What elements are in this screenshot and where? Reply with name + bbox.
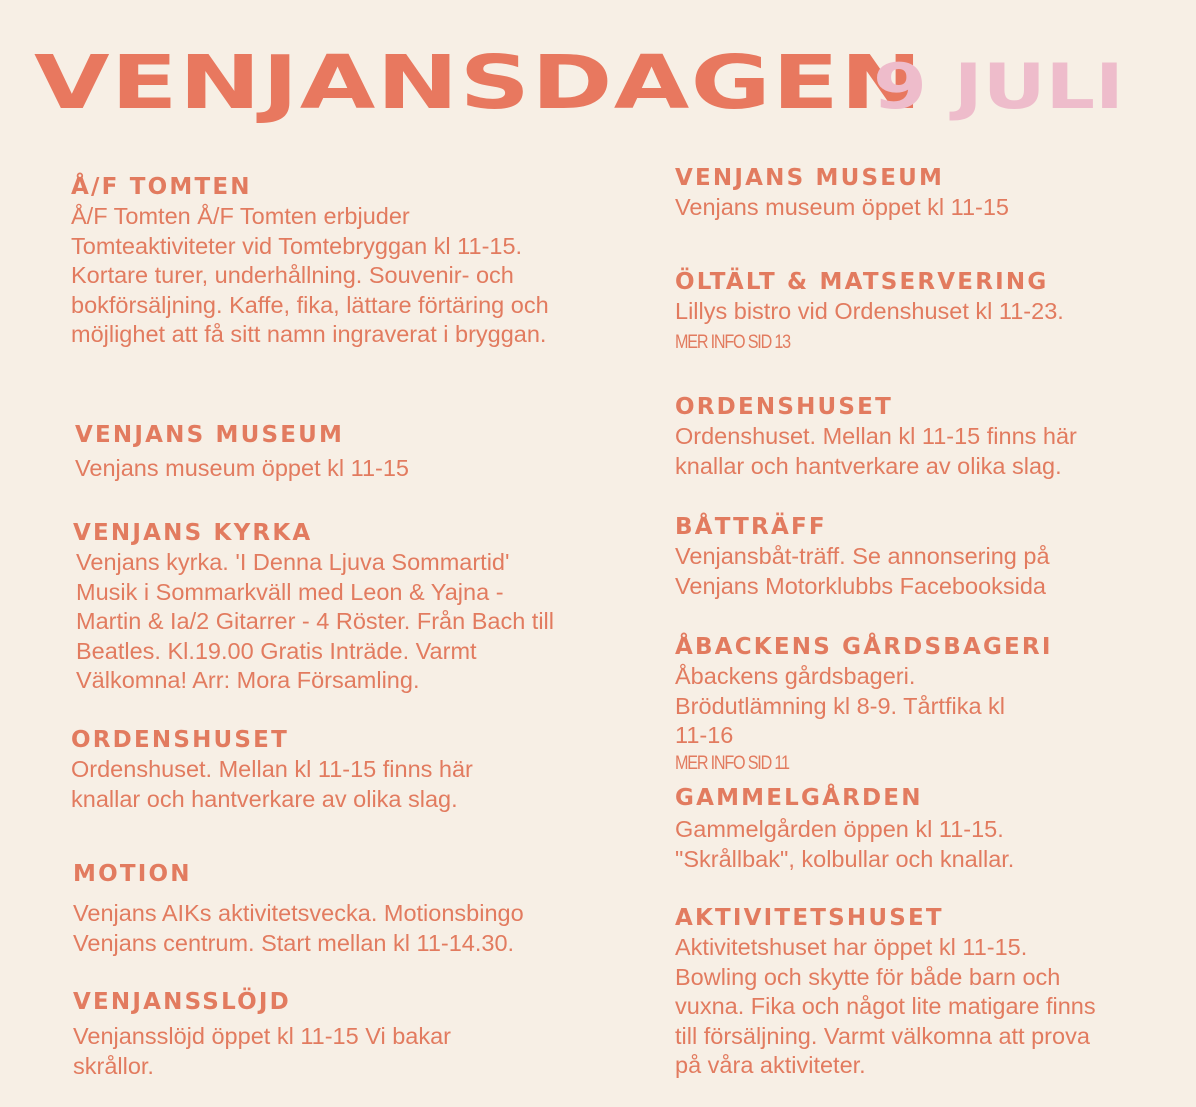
section-venjansslojd [73,987,503,1081]
section-oltalt-matservering [675,267,1155,354]
section-text: Å/F Tomten Å/F Tomten erbjuder Tomteaktiviteter vid Tomtebryggan kl 11-15. Kortare turer, underhållning. Souvenir- och bokförsäljning. Kaffe, fika, lättare förtäring och möjlighet att få sitt namn ingraverat i bryggan. [71,203,549,347]
section-text: Venjans AIKs aktivitetsvecka. Motionsbingo Venjans centrum. Start mellan kl 11-14.30. [73,900,524,956]
section-heading: ÅBACKENS GÅRDSBAGERI [675,634,1053,660]
section-text: Aktivitetshuset har öppet kl 11-15. Bowling och skytte för både barn och vuxna. Fika och något lite matigare finns till försäljning. Varmt välkomna att prova på våra aktiviteter. [675,934,1096,1078]
section-text: Venjans museum öppet kl 11-15 [675,194,1009,220]
section-text: Venjans museum öppet kl 11-15 [75,455,409,481]
section-heading: GAMMELGÅRDEN [675,785,923,811]
section-heading: BÅTTRÄFF [675,514,827,540]
section-heading: AKTIVITETSHUSET [675,905,944,931]
title-main: VENJANSDAGEN [34,40,924,126]
section-aktivitetshuset [675,903,1115,1081]
section-heading: VENJANSSLÖJD [73,989,291,1015]
section-heading: ÖLTÄLT & MATSERVERING [675,269,1049,295]
section-heading: ORDENSHUSET [675,394,893,420]
section-text: Gammelgården öppen kl 11-15. "Skrållbak", kolbullar och knallar. [675,816,1015,872]
section-venjans-museum-right [675,163,1155,223]
section-ordenshuset-right [675,392,1105,481]
section-text: Åbackens gårdsbageri. Brödutlämning kl 8-9. Tårtfika kl 11-16 [675,663,1006,748]
section-text: Venjansbåt-träff. Se annonsering på Venjans Motorklubbs Facebooksida [675,543,1050,599]
section-heading: ORDENSHUSET [71,727,289,753]
section-text: Venjansslöjd öppet kl 11-15 Vi bakar skrållor. [73,1023,451,1079]
section-battraff [675,512,1115,601]
section-gammelgarden [675,783,1075,874]
section-text: Ordenshuset. Mellan kl 11-15 finns här knallar och hantverkare av olika slag. [71,756,473,812]
section-heading: MOTION [73,861,192,887]
section-heading: VENJANS MUSEUM [75,422,345,448]
section-text: Ordenshuset. Mellan kl 11-15 finns här knallar och hantverkare av olika slag. [675,423,1077,479]
section-heading: VENJANS KYRKA [73,520,313,546]
section-motion [73,859,573,958]
more-info-label: MER INFO SID 13 [675,331,790,353]
section-heading: Å/F TOMTEN [71,174,252,200]
section-venjans-museum-left [75,420,575,484]
section-venjans-kyrka [73,518,563,696]
section-text: Venjans kyrka. 'I Denna Ljuva Sommartid' Musik i Sommarkväll med Leon & Yajna - Martin & Ia/2 Gitarrer - 4 Röster. Från Bach till Beatles. Kl.19.00 Gratis Inträde. Varmt Välkomna! Arr: Mora Församling. [76,549,554,693]
page-title [34,40,924,126]
title-date: 9 JULI [873,50,1124,123]
section-abackens-gardsbageri [675,632,1155,775]
section-ordenshuset-left [71,725,541,814]
section-heading: VENJANS MUSEUM [675,165,945,191]
section-af-tomten [71,172,571,350]
section-text: Lillys bistro vid Ordenshuset kl 11-23. [675,298,1064,324]
more-info-label: MER INFO SID 11 [675,752,789,774]
